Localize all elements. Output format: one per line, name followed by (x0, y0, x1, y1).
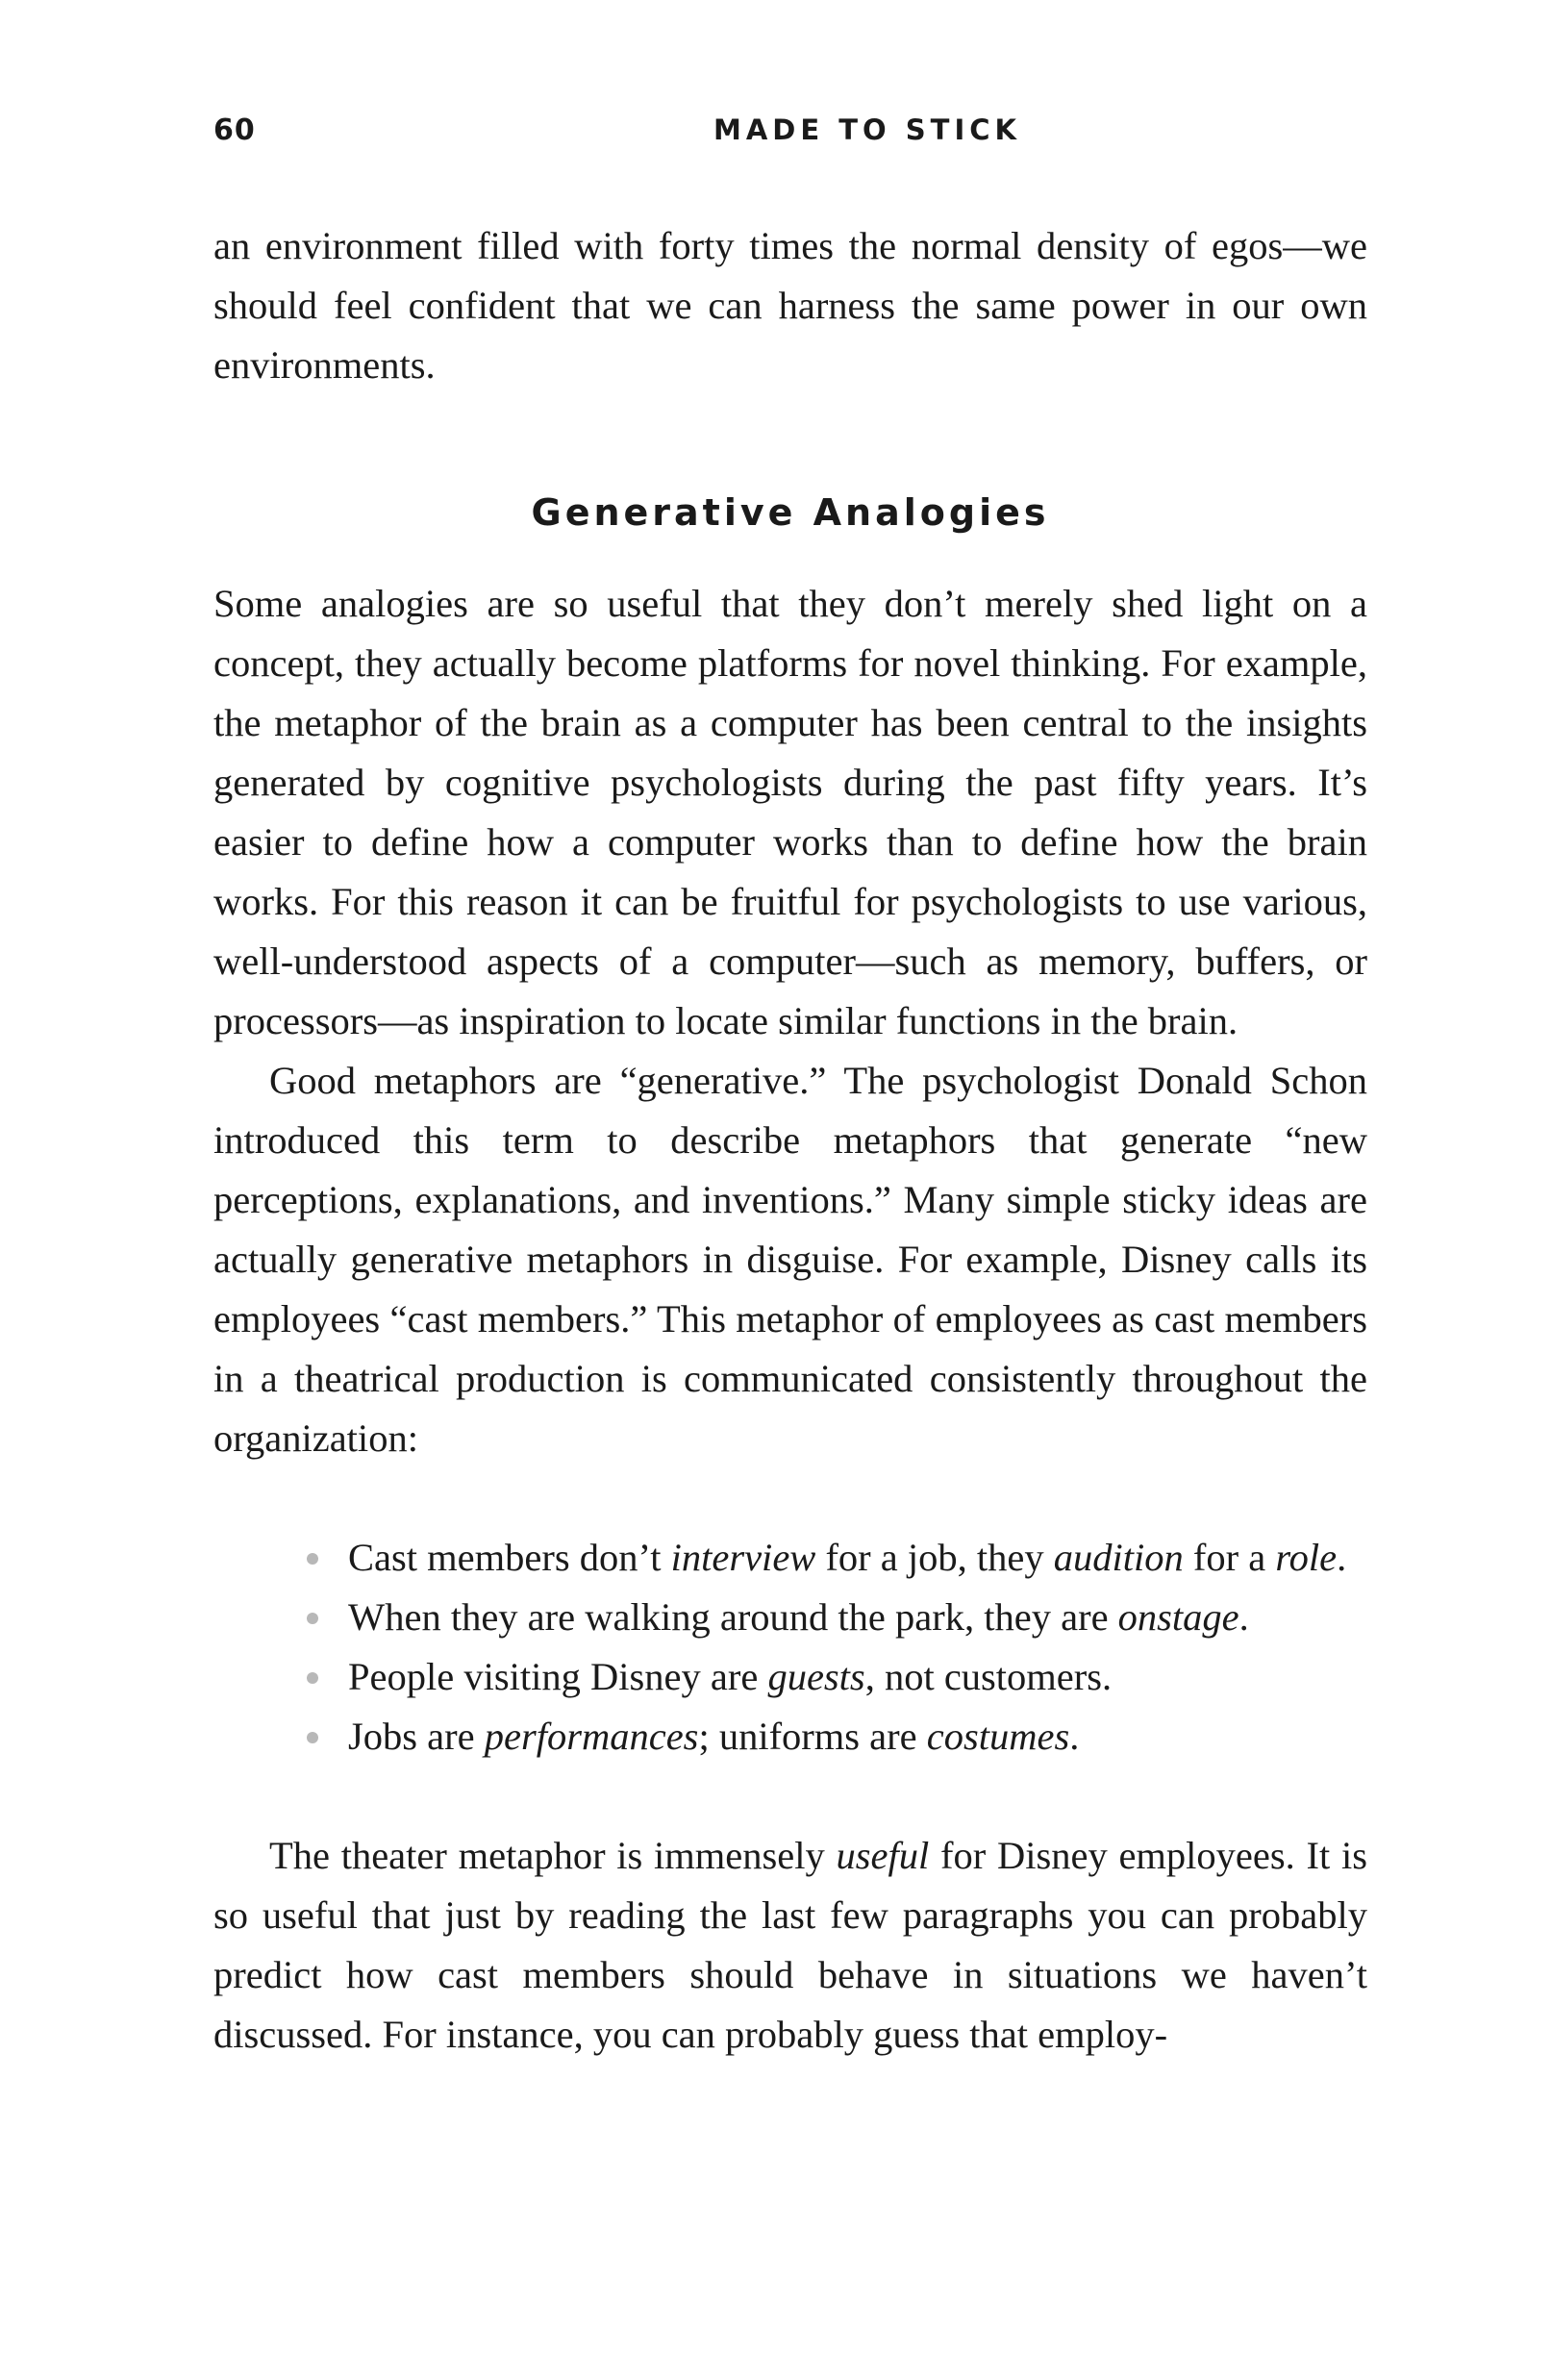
emphasis-audition: audition (1053, 1536, 1184, 1579)
paragraph-text: for Disney employees. It is so useful that just by reading the last few paragraphs you can probably predict how cast members should behave in situations we haven’t discussed. For instance, you can probably guess that employ- (213, 1834, 1367, 2056)
bullet-icon (307, 1613, 318, 1624)
emphasis-performances: performances (484, 1715, 699, 1758)
bullet-icon (307, 1553, 318, 1565)
bullet-text: When they are walking around the park, they are (348, 1595, 1118, 1639)
bullet-text: for a (1183, 1536, 1276, 1579)
paragraph-theater-metaphor (213, 1826, 1367, 2065)
list-item (307, 1707, 1367, 1766)
disney-metaphor-list (213, 1528, 1367, 1766)
emphasis-onstage: onstage (1117, 1595, 1239, 1639)
list-item (307, 1647, 1367, 1707)
emphasis-guests: guests (767, 1655, 865, 1698)
emphasis-costumes: costumes (926, 1715, 1070, 1758)
paragraph-analogies: Some analogies are so useful that they don’t merely shed light on a concept, they actually become platforms for novel thinking. For example, the metaphor of the brain as a computer has been central to the insights generated by cognitive psychologists during the past fifty years. It’s easier to define how a computer works than to define how the brain works. For this reason it can be fruitful for psychologists to use various, well-understood aspects of a computer—such as memory, buffers, or processors—as inspiration to locate similar functions in the brain. (213, 582, 1367, 1042)
running-head (213, 113, 1367, 162)
bullet-text: . (1238, 1595, 1249, 1639)
bullet-icon (307, 1672, 318, 1684)
bullet-text: for a job, they (815, 1536, 1054, 1579)
bullet-text: . (1337, 1536, 1347, 1579)
emphasis-interview: interview (670, 1536, 816, 1579)
emphasis-role: role (1275, 1536, 1338, 1579)
list-item (307, 1528, 1367, 1588)
list-item (307, 1588, 1367, 1647)
book-title: MADE TO STICK (713, 113, 1022, 146)
bullet-icon (307, 1732, 318, 1743)
bullet-text: Cast members don’t (348, 1536, 671, 1579)
bullet-text: Jobs are (348, 1715, 485, 1758)
emphasis-useful: useful (836, 1834, 930, 1877)
bullet-text: ; uniforms are (698, 1715, 927, 1758)
paragraph-generative-metaphors: Good metaphors are “generative.” The psychologist Donald Schon introduced this term to describe metaphors that generate “new perceptions, explanations, and inventions.” Many simple sticky ideas are actually generative metaphors in disguise. For example, Disney calls its employees “cast members.” This metaphor of employees as cast members in a theatrical production is communicated consistently throughout the organization: (213, 1059, 1367, 1460)
page-number: 60 (213, 113, 256, 147)
paragraph-text: The theater metaphor is immensely (269, 1834, 837, 1877)
section-heading: Generative Analogies (531, 491, 1050, 534)
carryover-paragraph: an environment filled with forty times the normal density of egos—we should feel confident that we can harness the same power in our own environments. (213, 224, 1367, 387)
bullet-text: . (1069, 1715, 1080, 1758)
bullet-text: People visiting Disney are (348, 1655, 768, 1698)
body-text (213, 216, 1367, 2065)
bullet-text: , not customers. (864, 1655, 1113, 1698)
